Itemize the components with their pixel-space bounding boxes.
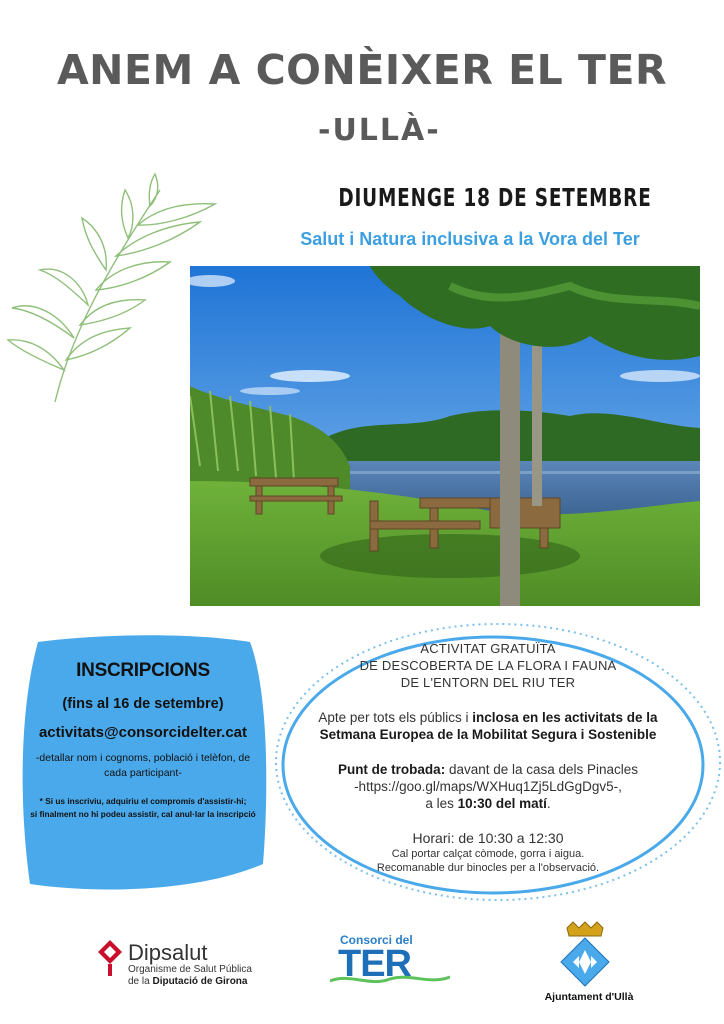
dipsalut-subtitle-1: Organisme de Salut Pública xyxy=(128,964,252,975)
event-tagline: Salut i Natura inclusiva a la Vora del Ter xyxy=(300,229,640,249)
consorci-main-text: TER xyxy=(338,943,411,985)
meeting-time: 10:30 del matí xyxy=(457,796,547,811)
inscriptions-deadline: (fins al 16 de setembre) xyxy=(62,696,224,712)
inscriptions-panel xyxy=(18,660,268,821)
apte-prefix: Apte per tots els públics i xyxy=(318,710,473,725)
inscriptions-note-line2: si finalment no hi podeu assistir, cal anul·lar la inscripció xyxy=(30,809,256,819)
note-shoes: Cal portar calçat còmode, gorra i aigua. xyxy=(391,848,585,860)
consorci-top-text: Consorci del xyxy=(340,933,413,947)
meeting-point-label: Punt de trobada: xyxy=(337,762,446,777)
activity-line3: DE L'ENTORN DEL RIU TER xyxy=(400,675,576,690)
inscriptions-title: INSCRIPCIONS xyxy=(76,660,210,681)
meeting-point-text: davant de la casa dels Pinacles xyxy=(445,762,639,777)
inscriptions-detail: -detallar nom i cognoms, població i telèfon, de cada participant- xyxy=(35,752,251,779)
river-landscape-photo xyxy=(190,266,700,606)
activity-line1: ACTIVITAT GRATUÏTA xyxy=(420,641,556,656)
activity-info xyxy=(278,640,698,875)
schedule: Horari: de 10:30 a 12:30 xyxy=(412,830,564,846)
dipsalut-name: Dipsalut xyxy=(128,940,208,965)
dipsalut-subtitle-2: de la Diputació de Girona xyxy=(128,976,248,987)
poster-subtitle: -ULLÀ- xyxy=(318,113,441,148)
event-date: DIUMENGE 18 DE SETEMBRE xyxy=(338,183,652,212)
inscriptions-note-line1: * Si us inscriviu, adquiriu el compromís d'assistir-hi; xyxy=(39,796,247,806)
consorci-ter-logo xyxy=(330,933,450,993)
poster-title: ANEM A CONÈIXER EL TER xyxy=(56,46,668,94)
meeting-time-suffix: . xyxy=(546,796,551,811)
activity-line2: DE DESCOBERTA DE LA FLORA I FAUNA xyxy=(359,658,617,673)
apte-bold-2: Setmana Europea de la Mobilitat Segura i Sostenible xyxy=(319,727,657,742)
dipsalut-logo-icon xyxy=(96,938,124,978)
ulla-coat-of-arms-icon xyxy=(555,920,615,990)
wave-icon xyxy=(330,973,450,987)
meeting-time-prefix: a les xyxy=(425,796,458,811)
apte-bold-1: inclosa en les activitats de la xyxy=(472,710,658,725)
inscriptions-email-link[interactable]: activitats@consorcidelter.cat xyxy=(38,724,248,741)
note-binoculars: Recomanable dur binocles per a l'observació. xyxy=(376,862,600,874)
meeting-point-map-link[interactable]: -https://goo.gl/maps/WXHuq1Zj5LdGgDgv5-, xyxy=(354,779,622,794)
ajuntament-label: Ajuntament d'Ullà xyxy=(544,991,634,1003)
